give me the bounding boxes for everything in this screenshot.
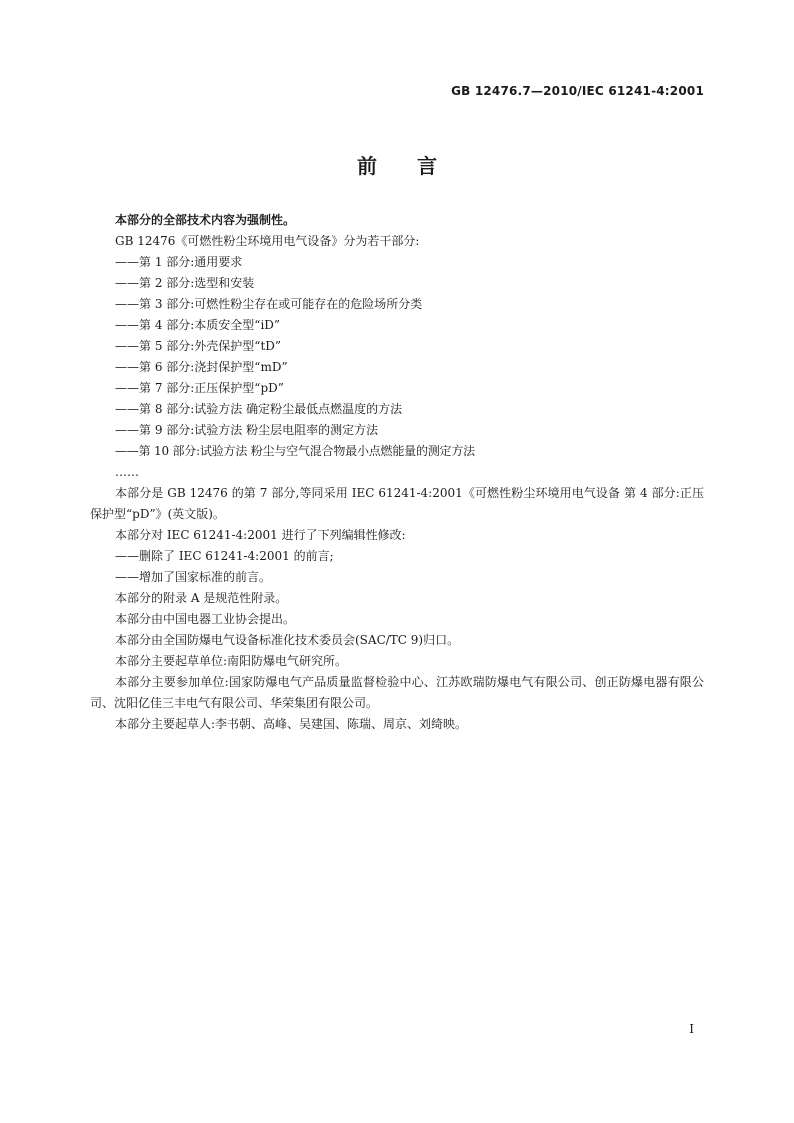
adoption-statement: 本部分是 GB 12476 的第 7 部分,等同采用 IEC 61241-4:2001《可燃性粉尘环境用电气设备 第 4 部分:正压保护型“pD”》(英文版)。 <box>90 486 704 521</box>
foreword-body <box>90 210 704 735</box>
drafters: 本部分主要起草人:李书朝、高峰、吴建国、陈瑞、周京、刘绮映。 <box>115 717 468 731</box>
mandatory-statement: 本部分的全部技术内容为强制性。 <box>115 213 296 227</box>
part-list-item: ——第 2 部分:选型和安装 <box>115 276 255 290</box>
part-list-item: ——第 9 部分:试验方法 粉尘层电阻率的测定方法 <box>115 423 379 437</box>
part-list-item: ——第 1 部分:通用要求 <box>115 255 243 269</box>
part-list-item: ——第 5 部分:外壳保护型“tD” <box>115 339 282 353</box>
modification-item: ——删除了 IEC 61241-4:2001 的前言; <box>115 549 334 563</box>
standard-number-header: GB 12476.7—2010/IEC 61241-4:2001 <box>451 84 704 98</box>
part-list-item: ——第 4 部分:本质安全型“iD” <box>115 318 281 332</box>
proposer-statement: 本部分由中国电器工业协会提出。 <box>115 612 296 626</box>
series-intro: GB 12476《可燃性粉尘环境用电气设备》分为若干部分: <box>115 234 420 248</box>
modifications-intro: 本部分对 IEC 61241-4:2001 进行了下列编辑性修改: <box>115 528 406 542</box>
part-list-item: ——第 7 部分:正压保护型“pD” <box>115 381 284 395</box>
annex-statement: 本部分的附录 A 是规范性附录。 <box>115 591 288 605</box>
part-list-item: ——第 6 部分:浇封保护型“mD” <box>115 360 288 374</box>
participating-units: 本部分主要参加单位:国家防爆电气产品质量监督检验中心、江苏欧瑞防爆电气有限公司、创正防爆电器有限公司、沈阳亿佳三丰电气有限公司、华荣集团有限公司。 <box>90 675 704 710</box>
drafting-unit: 本部分主要起草单位:南阳防爆电气研究所。 <box>115 654 348 668</box>
committee-statement: 本部分由全国防爆电气设备标准化技术委员会(SAC/TC 9)归口。 <box>115 633 460 647</box>
part-list-item: ——第 8 部分:试验方法 确定粉尘最低点燃温度的方法 <box>115 402 403 416</box>
modification-item: ——增加了国家标准的前言。 <box>115 570 272 584</box>
page-title: 前言 <box>357 154 477 178</box>
part-list-item: ——第 10 部分:试验方法 粉尘与空气混合物最小点燃能量的测定方法 <box>115 444 475 458</box>
part-list-item: ——第 3 部分:可燃性粉尘存在或可能存在的危险场所分类 <box>115 297 423 311</box>
page-number: I <box>689 1022 694 1036</box>
part-list-ellipsis: …… <box>115 465 139 479</box>
